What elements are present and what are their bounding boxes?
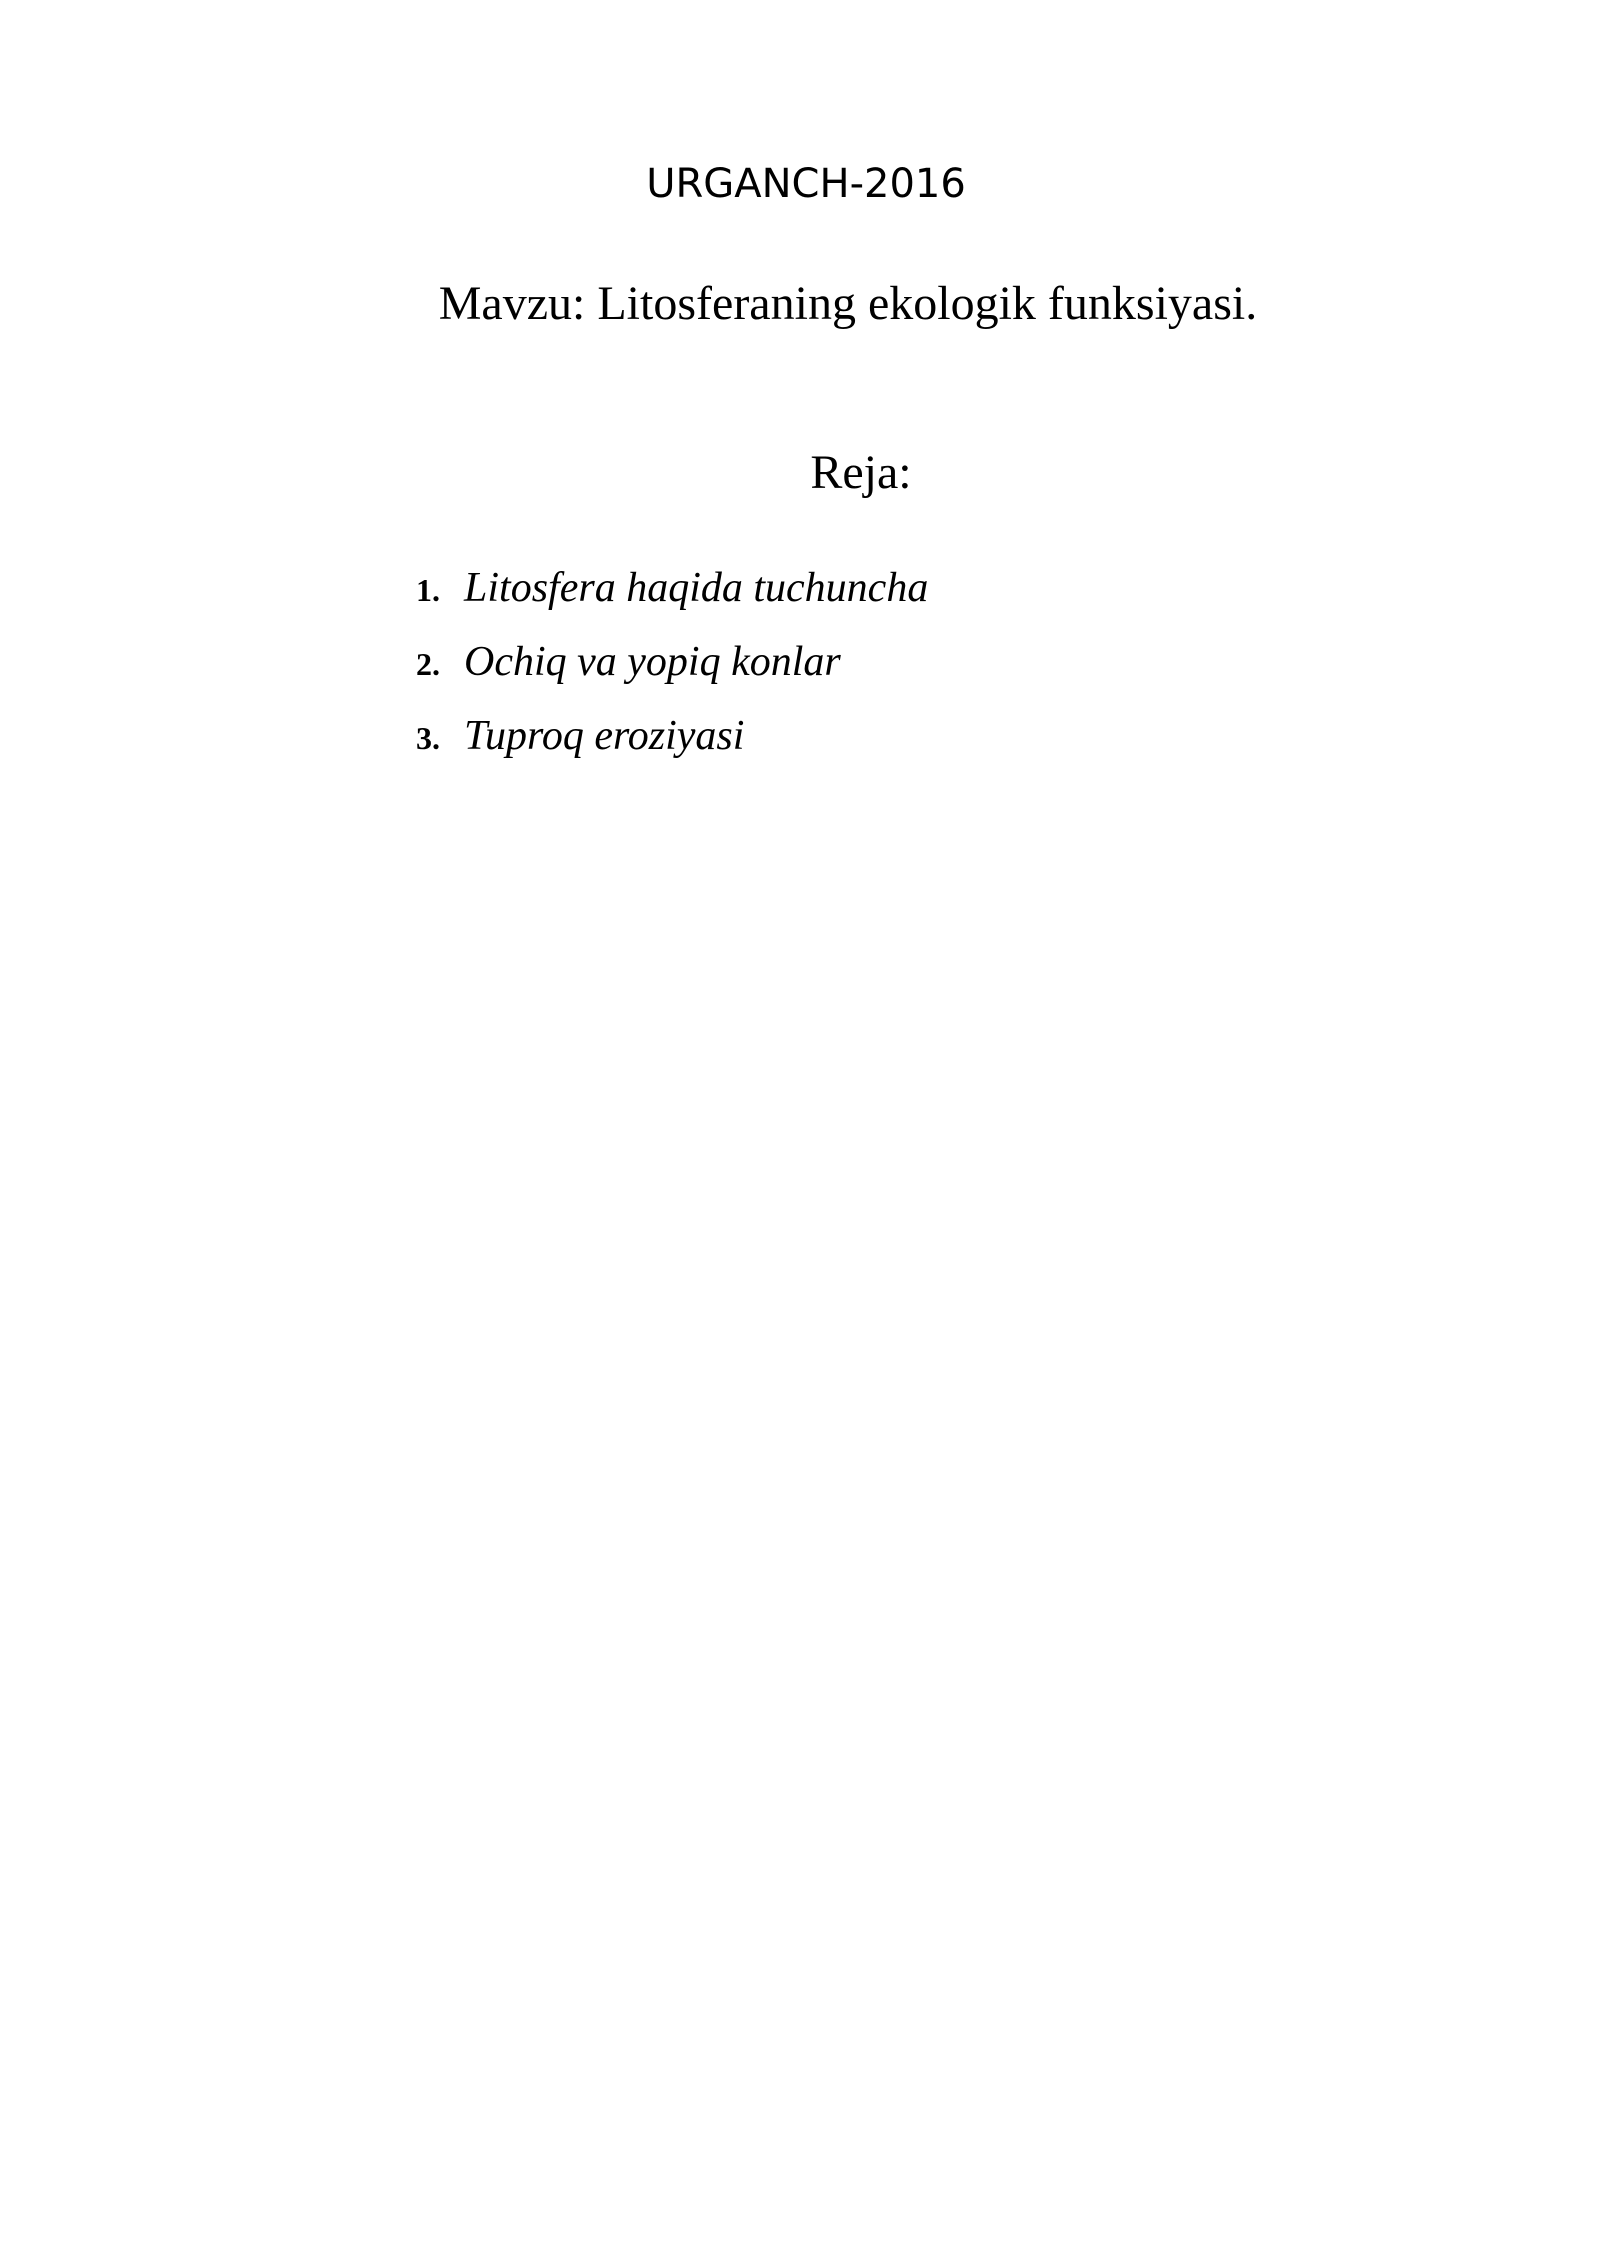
plan-heading: Reja:: [810, 446, 912, 499]
plan-item-number: 2.: [416, 646, 440, 682]
topic-title: Mavzu: Litosferaning ekologik funksiyasi.: [438, 277, 1258, 330]
plan-item-text: Ochiq va yopiq konlar: [464, 639, 841, 685]
plan-item: [416, 638, 928, 712]
plan-item-text: Tuproq eroziyasi: [464, 713, 745, 759]
city-year-header: URGANCH-2016: [646, 161, 966, 207]
plan-item-number: 3.: [416, 720, 440, 756]
plan-item-number: 1.: [416, 572, 440, 608]
plan-list: [416, 564, 928, 786]
plan-item: [416, 712, 928, 786]
plan-item: [416, 564, 928, 638]
plan-item-text: Litosfera haqida tuchuncha: [464, 565, 929, 611]
